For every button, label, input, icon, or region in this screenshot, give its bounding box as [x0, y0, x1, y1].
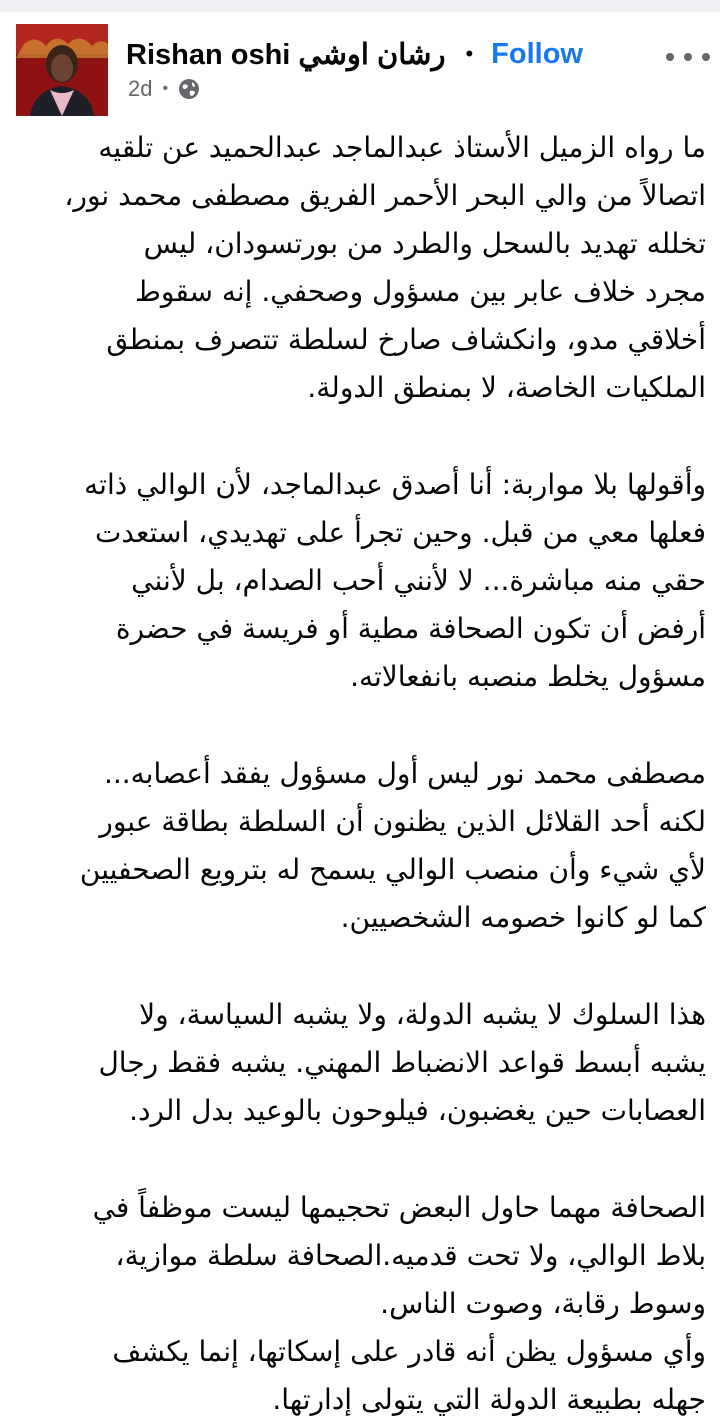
- name-row: [126, 34, 583, 74]
- post-paragraph: الصحافة مهما حاول البعض تحجيمها ليست موظفاً في بلاط الوالي، ولا تحت قدميه.الصحافة سلطة موازية، وسوط رقابة، وصوت الناس. وأي مسؤول يظن أنه قادر على إسكاتها، إنما يكشف جهله بطبيعة الدولة التي يتولى إدارتها.: [92, 1191, 706, 1416]
- post-paragraph: ما رواه الزميل الأستاذ عبدالماجد عبدالحميد عن تلقيه اتصالاً من والي البحر الأحمر الفريق مصطفى محمد نور، تخلله تهديد بالسحل والطرد من بورتسودان، ليس مجرد خلاف عابر بين مسؤول وصحفي. إنه سقوط أخلاقي مدو، وانكشاف صارخ لسلطة تتصرف بمنطق الملكيات الخاصة، لا بمنطق الدولة.: [64, 131, 706, 404]
- avatar[interactable]: [16, 24, 108, 116]
- more-options-button[interactable]: [666, 42, 710, 72]
- post-timestamp[interactable]: 2d: [128, 76, 153, 101]
- post-paragraph: هذا السلوك لا يشبه الدولة، ولا يشبه السياسة، ولا يشبه أبسط قواعد الانضباط المهني. يشبه فقط رجال العصابات حين يغضبون، فيلوحون بالوعيد بدل الرد.: [98, 998, 706, 1127]
- post-paragraph: مصطفى محمد نور ليس أول مسؤول يفقد أعصابه... لكنه أحد القلائل الذين يظنون أن السلطة بطاقة عبور لأي شيء وأن منصب الوالي يسمح له بترويع الصحفيين كما لو كانوا خصومه الشخصيين.: [79, 757, 706, 934]
- post-meta: [128, 76, 200, 102]
- name-separator: •: [465, 41, 474, 66]
- author-name[interactable]: Rishan oshi رشان اوشي: [126, 38, 446, 71]
- more-horizontal-icon: [702, 53, 710, 61]
- top-strip: [0, 0, 720, 12]
- globe-icon: [178, 78, 200, 100]
- more-horizontal-icon: [684, 53, 692, 61]
- post-text: [18, 124, 706, 1424]
- post-header: [0, 12, 720, 112]
- follow-button[interactable]: Follow: [491, 37, 583, 70]
- meta-separator: •: [162, 80, 169, 97]
- more-horizontal-icon: [666, 53, 674, 61]
- profile-photo: [16, 24, 108, 116]
- post-paragraph: وأقولها بلا مواربة: أنا أصدق عبدالماجد، لأن الوالي ذاته فعلها معي من قبل. وحين تجرأ على تهديدي، استعدت حقي منه مباشرة... لا لأنني أحب الصدام، بل لأنني أرفض أن تكون الصحافة مطية أو فريسة في حضرة مسؤول يخلط منصبه بانفعالاته.: [84, 468, 706, 693]
